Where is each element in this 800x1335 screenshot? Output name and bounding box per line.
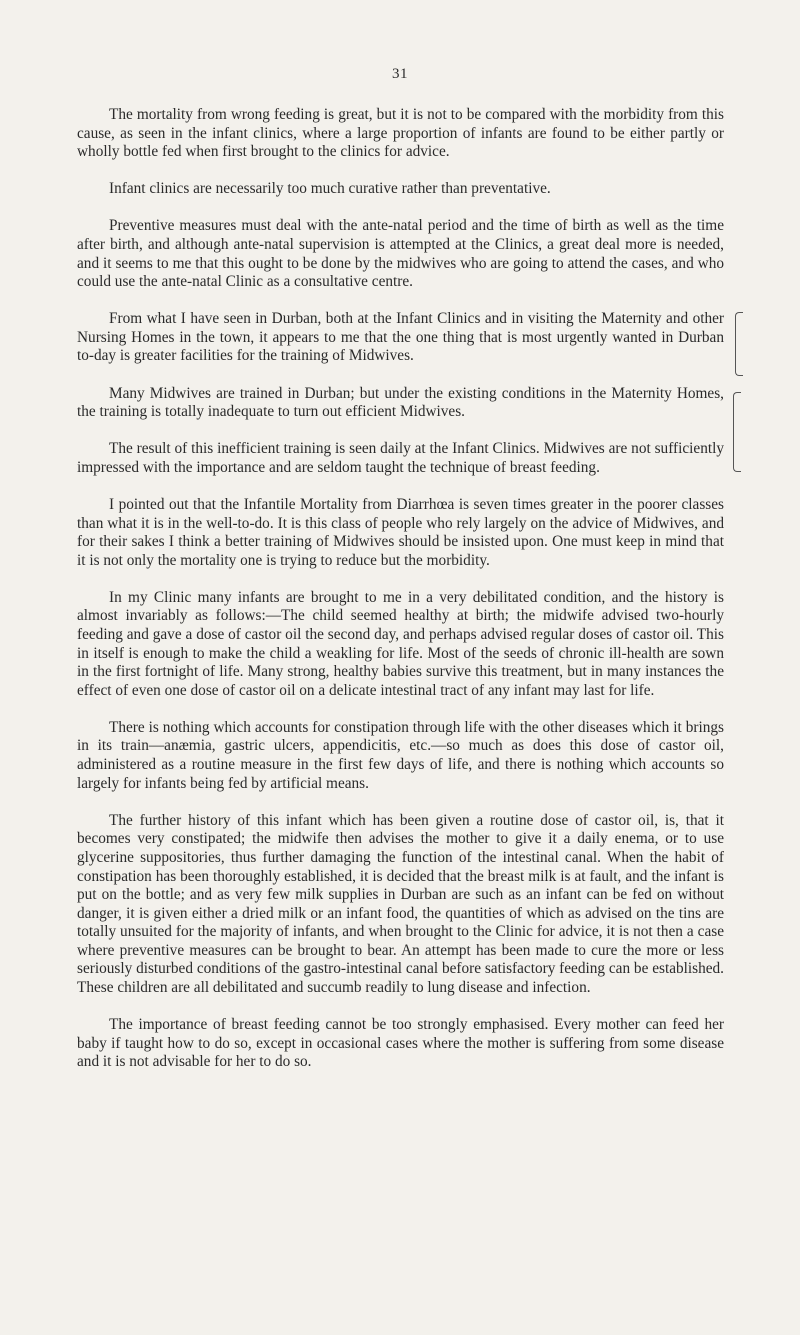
paragraph-11: The importance of breast feeding cannot be too strongly emphasised. Every mother can feed her baby if taught how to do so, except in occasional cases where the mother is suffering from some disease and it is not advisable for her to do so. [77, 1016, 724, 1071]
paragraph-6: The result of this inefficient training is seen daily at the Infant Clinics. Midwives are not sufficiently impressed with the importance and are seldom taught the technique of breast feeding. [77, 440, 724, 476]
paragraph-9: There is nothing which accounts for constipation through life with the other diseases which it brings in its train—anæmia, gastric ulcers, appendicitis, etc.—so much as does this dose of castor oil, administered as a routine measure in the first few days of life, and there is nothing which accounts so largely for infants being fed by artificial means. [77, 718, 724, 792]
page-number: 31 [392, 66, 408, 82]
text-body [77, 106, 724, 1090]
paragraph-4: From what I have seen in Durban, both at the Infant Clinics and in visiting the Maternity and other Nursing Homes in the town, it appears to me that the one thing that is most urgently wanted in Durban to-day is greater facilities for the training of Midwives. [77, 310, 724, 365]
paragraph-1: The mortality from wrong feeding is great, but it is not to be compared with the morbidity from this cause, as seen in the infant clinics, where a large proportion of infants are found to be either partly or wholly bottle fed when first brought to the clinics for advice. [77, 106, 724, 161]
paragraph-7: I pointed out that the Infantile Mortality from Diarrhœa is seven times greater in the poorer classes than what it is in the well-to-do. It is this class of people who rely largely on the advice of Midwives, and for their sakes I think a better training of Midwives should be insisted upon. One must keep in mind that it is not only the mortality one is trying to reduce but the morbidity. [77, 495, 724, 569]
paragraph-10: The further history of this infant which has been given a routine dose of castor oil, is, that it becomes very constipated; the midwife then advises the mother to give it a daily enema, or to use glycerine suppositories, thus further damaging the function of the intestinal canal. When the habit of constipation has been thoroughly established, it is decided that the breast milk is at fault, and the infant is put on the bottle; and as very few milk supplies in Durban are such as an infant can be fed on without danger, it is given either a dried milk or an infant food, the quantities of which as advised on the tins are totally unsuited for the majority of infants, and when brought to the Clinic for advice, it is not then a case where preventive measures can be brought to bear. An attempt has been made to cure the more or less seriously disturbed conditions of the gastro-intestinal canal before satisfactory feeding can be established. These children are all debilitated and succumb readily to lung disease and infection. [77, 811, 724, 997]
margin-bracket-mark-2 [733, 392, 741, 472]
paragraph-8: In my Clinic many infants are brought to me in a very debilitated condition, and the history is almost invariably as follows:—The child seemed healthy at birth; the midwife advised two-hourly feeding and gave a dose of castor oil the second day, and perhaps advised regular doses of castor oil. This in itself is enough to make the child a weakling for life. Most of the seeds of chronic ill-health are sown in the first fortnight of life. Many strong, healthy babies survive this treatment, but in many instances the effect of even one dose of castor oil on a delicate intestinal tract of any infant may last for life. [77, 588, 724, 699]
paragraph-2: Infant clinics are necessarily too much curative rather than preventative. [109, 180, 551, 198]
paragraph-3: Preventive measures must deal with the ante-natal period and the time of birth as well as the time after birth, and although ante-natal supervision is attempted at the Clinics, a great deal more is needed, and it seems to me that this ought to be done by the midwives who are going to attend the cases, and who could use the ante-natal Clinic as a consultative centre. [77, 217, 724, 291]
margin-bracket-mark-1 [735, 312, 743, 376]
paragraph-5: Many Midwives are trained in Durban; but under the existing conditions in the Maternity Homes, the training is totally inadequate to turn out efficient Midwives. [77, 384, 724, 421]
